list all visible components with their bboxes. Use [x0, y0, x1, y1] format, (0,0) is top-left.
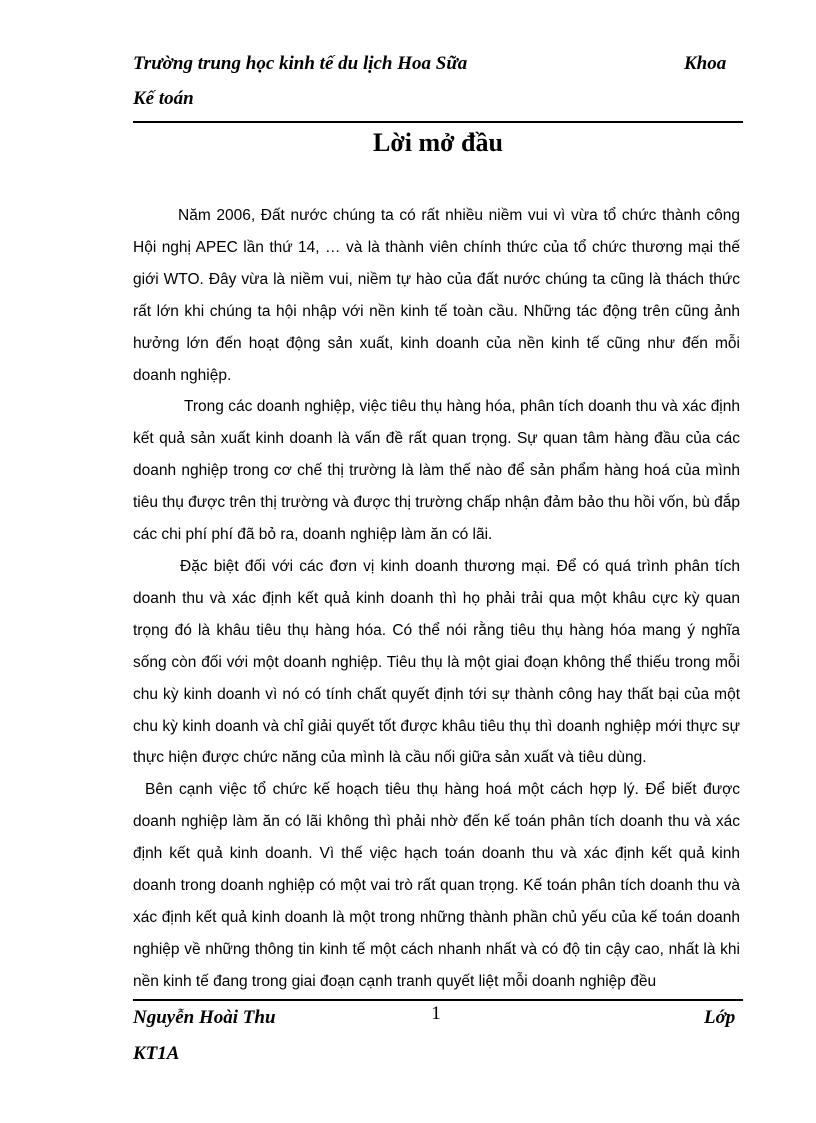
paragraph-3: Đặc biệt đối với các đơn vị kinh doanh thương mại. Để có quá trình phân tích doanh thu và xác định kết quả kinh doanh thì họ phải trải qua một khâu cực kỳ quan trọng đó là khâu tiêu thụ hàng hóa. Có thể nói rằng tiêu thụ hàng hóa mang ý nghĩa sống còn đối với một doanh nghiệp. Tiêu thụ là một giai đoạn không thể thiếu trong mỗi chu kỳ kinh doanh vì nó có tính chất quyết định tới sự thành công hay thất bại của một chu kỳ kinh doanh và chỉ giải quyết tốt được khâu tiêu thụ thì doanh nghiệp mới thực sự thực hiện được chức năng của mình là cầu nối giữa sản xuất và tiêu dùng.: [133, 557, 740, 767]
paragraph-1: Năm 2006, Đất nước chúng ta có rất nhiều niềm vui vì vừa tổ chức thành công Hội nghị APEC lần thứ 14, … và là thành viên chính thức của tổ chức thương mại thế giới WTO. Đây vừa là niềm vui, niềm tự hào của đất nước chúng ta cũng là thách thức rất lớn khi chúng ta hội nhập với nền kinh tế toàn cầu. Những tác động trên cũng ảnh hưởng lớn đến hoạt động sản xuất, kinh doanh của nền kinh tế cũng như đến mỗi doanh nghiệp.: [133, 207, 740, 384]
header-school-name: Trường trung học kinh tế du lịch Hoa Sữa: [133, 53, 468, 74]
header-faculty-label: Khoa: [684, 53, 727, 74]
paragraph-2: Trong các doanh nghiệp, việc tiêu thụ hàng hóa, phân tích doanh thu và xác định kết quả sản xuất kinh doanh là vấn đề rất quan trọng. Sự quan tâm hàng đầu của các doanh nghiệp trong cơ chế thị trường là làm thế nào để sản phẩm hàng hoá của mình tiêu thụ được trên thị trường và được thị trường chấp nhận đảm bảo thu hồi vốn, bù đắp các chi phí phí đã bỏ ra, doanh nghiệp làm ăn có lãi.: [133, 398, 740, 544]
footer-class-name: KT1A: [133, 1043, 180, 1064]
header-department: Kế toán: [133, 88, 194, 109]
page-title: Lời mở đầu: [373, 128, 503, 157]
footer-divider: [133, 999, 743, 1001]
page-number: 1: [431, 1003, 441, 1024]
footer-class-label: Lớp: [704, 1007, 736, 1028]
paragraph-4: Bên cạnh việc tổ chức kế hoạch tiêu thụ hàng hoá một cách hợp lý. Để biết được doanh nghiệp làm ăn có lãi không thì phải nhờ đến kế toán phân tích doanh thu và xác định kết quả kinh doanh. Vì thế việc hạch toán doanh thu và xác định kết quả kinh doanh trong doanh nghiệp có một vai trò rất quan trọng. Kế toán phân tích doanh thu và xác định kết quả kinh doanh là một trong những thành phần chủ yếu của kế toán doanh nghiệp về những thông tin kinh tế một cách nhanh nhất và có độ tin cậy cao, nhất là khi nền kinh tế đang trong giai đoạn cạnh tranh quyết liệt mỗi doanh nghiệp đều: [133, 781, 740, 990]
footer-author: Nguyễn Hoài Thu: [133, 1007, 276, 1028]
body-text: [133, 200, 740, 998]
header-divider: [133, 121, 743, 123]
